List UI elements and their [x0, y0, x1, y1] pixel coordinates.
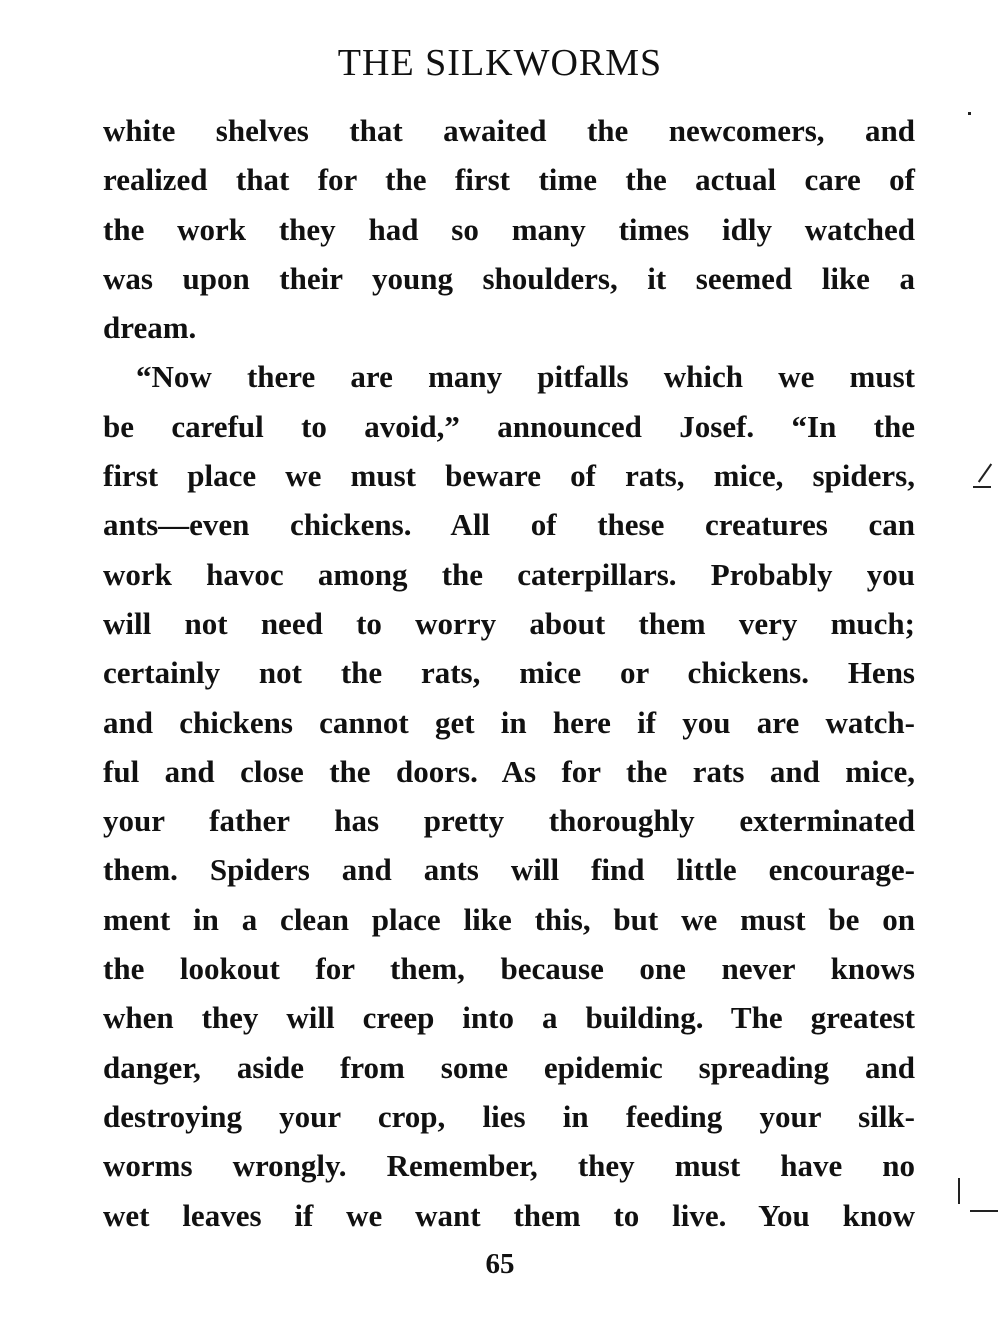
- text-line: was upon their young shoulders, it seemed like a: [103, 260, 915, 296]
- text-line: white shelves that awaited the newcomers, and: [103, 113, 915, 148]
- text-line: ful and close the doors. As for the rats and mice,: [103, 753, 915, 789]
- text-line: certainly not the rats, mice or chickens. Hens: [103, 655, 915, 691]
- scan-mark: [970, 1210, 998, 1212]
- text-line: will not need to worry about them very much;: [103, 605, 915, 641]
- scan-mark: [968, 112, 971, 115]
- scan-mark: [958, 1178, 960, 1204]
- scan-mark: [978, 463, 992, 482]
- text-line: them. Spiders and ants will find little encourage-: [103, 852, 915, 888]
- body-text: [103, 106, 915, 1240]
- text-line: wet leaves if we want them to live. You know: [103, 1197, 915, 1233]
- text-line: work havoc among the caterpillars. Probably you: [103, 556, 915, 592]
- text-line: be careful to avoid,” announced Josef. “In the: [103, 408, 915, 444]
- page-title: THE SILKWORMS: [337, 42, 663, 84]
- text-line: worms wrongly. Remember, they must have no: [103, 1148, 915, 1184]
- text-line: your father has pretty thoroughly exterminated: [103, 803, 915, 839]
- text-line: when they will creep into a building. The greatest: [103, 1000, 915, 1036]
- scan-mark: [973, 486, 991, 488]
- text-line: danger, aside from some epidemic spreading and: [103, 1049, 915, 1085]
- text-line: ment in a clean place like this, but we must be on: [103, 901, 915, 937]
- text-line: first place we must beware of rats, mice, spiders,: [103, 458, 915, 494]
- text-line: and chickens cannot get in here if you are watch-: [103, 704, 915, 740]
- text-line: dream.: [103, 310, 197, 346]
- text-line: the work they had so many times idly watched: [103, 211, 915, 247]
- text-line: ants—even chickens. All of these creatures can: [103, 507, 915, 543]
- text-line: realized that for the first time the actual care of: [103, 162, 915, 198]
- text-line: “Now there are many pitfalls which we must: [136, 359, 915, 395]
- text-line: destroying your crop, lies in feeding your silk-: [103, 1098, 915, 1134]
- text-line: the lookout for them, because one never knows: [103, 951, 915, 987]
- page-number: 65: [485, 1248, 515, 1280]
